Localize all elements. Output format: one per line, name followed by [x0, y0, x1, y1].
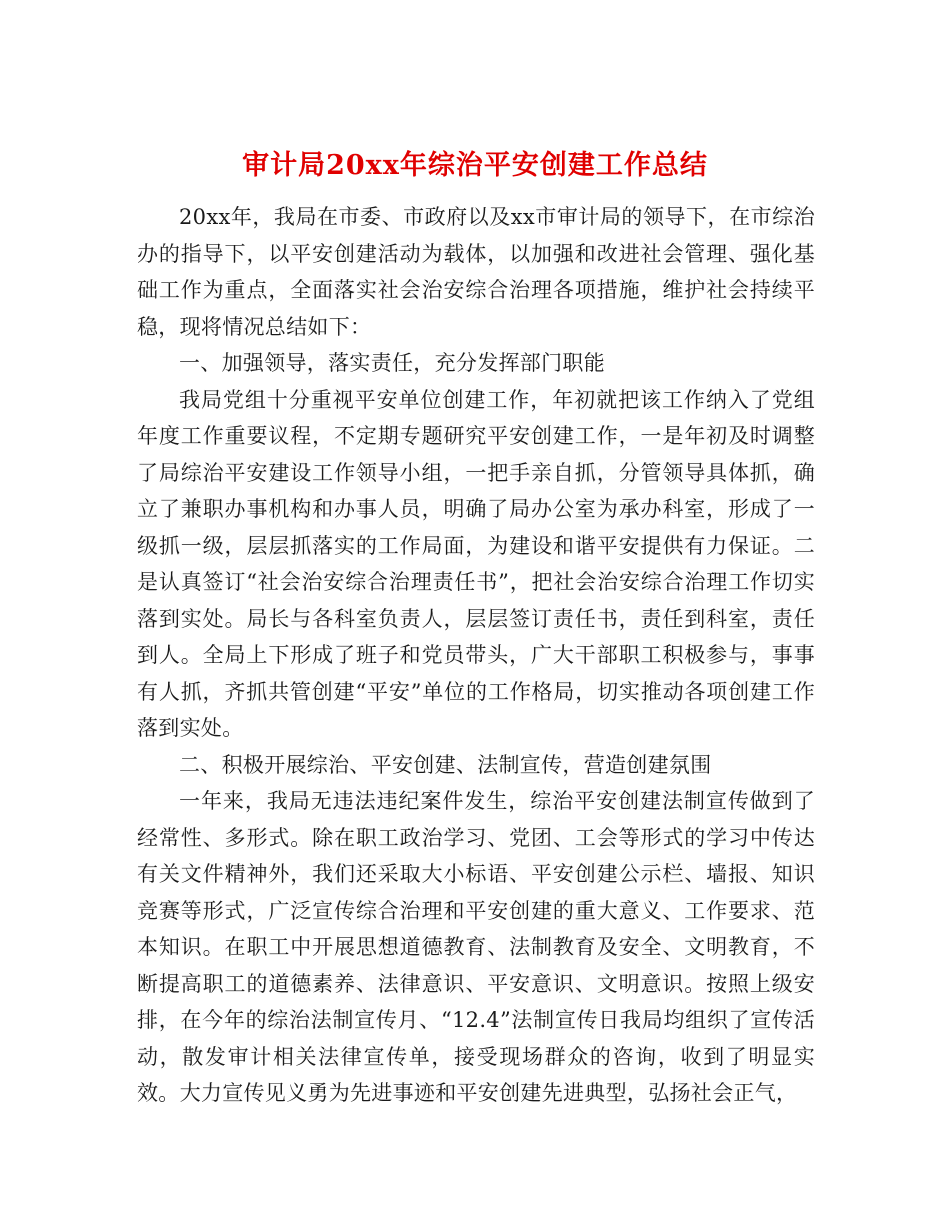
section-1-paragraph: 我局党组十分重视平安单位创建工作，年初就把该工作纳入了党组年度工作重要议程，不定期专题研究平安创建工作，一是年初及时调整了局综治平安建设工作领导小组，一把手亲自抓，分管领导具体抓，确立了兼职办事机构和办事人员，明确了局办公室为承办科室，形成了一级抓一级，层层抓落实的工作局面，为建设和谐平安提供有力保证。二是认真签订“社会治安综合治理责任书”，把社会治安综合治理工作切实落到实处。局长与各科室负责人，层层签订责任书，责任到科室，责任到人。全局上下形成了班子和党员带头，广大干部职工积极参与，事事有人抓，齐抓共管创建“平安”单位的工作格局，切实推动各项创建工作落到实处。	[137, 387, 815, 740]
intro-paragraph: 20xx年，我局在市委、市政府以及xx市审计局的领导下，在市综治办的指导下，以平安创建活动为载体，以加强和改进社会管理、强化基础工作为重点，全面落实社会治安综合治理各项措施，维护社会持续平稳，现将情况总结如下：	[137, 205, 815, 339]
section-2-paragraph: 一年来，我局无违法违纪案件发生，综治平安创建法制宣传做到了经常性、多形式。除在职工政治学习、党团、工会等形式的学习中传达有关文件精神外，我们还采取大小标语、平安创建公示栏、墙报、知识竞赛等形式，广泛宣传综合治理和平安创建的重大意义、工作要求、范本知识。在职工中开展思想道德教育、法制教育及安全、文明教育，不断提高职工的道德素养、法律意识、平安意识、文明意识。按照上级安排，在今年的综治法制宣传月、“12.4”法制宣传日我局均组织了宣传活动，散发审计相关法律宣传单，接受现场群众的咨询，收到了明显实效。大力宣传见义勇为先进事迹和平安创建先进典型，弘扬社会正气，	[137, 789, 815, 1105]
document-title: 审计局20xx年综治平安创建工作总结	[242, 150, 708, 182]
document-body	[137, 199, 815, 1112]
section-heading-1: 一、加强领导，落实责任，充分发挥部门职能	[179, 351, 605, 375]
section-heading-2: 二、积极开展综治、平安创建、法制宣传，营造创建氛围	[179, 752, 712, 777]
